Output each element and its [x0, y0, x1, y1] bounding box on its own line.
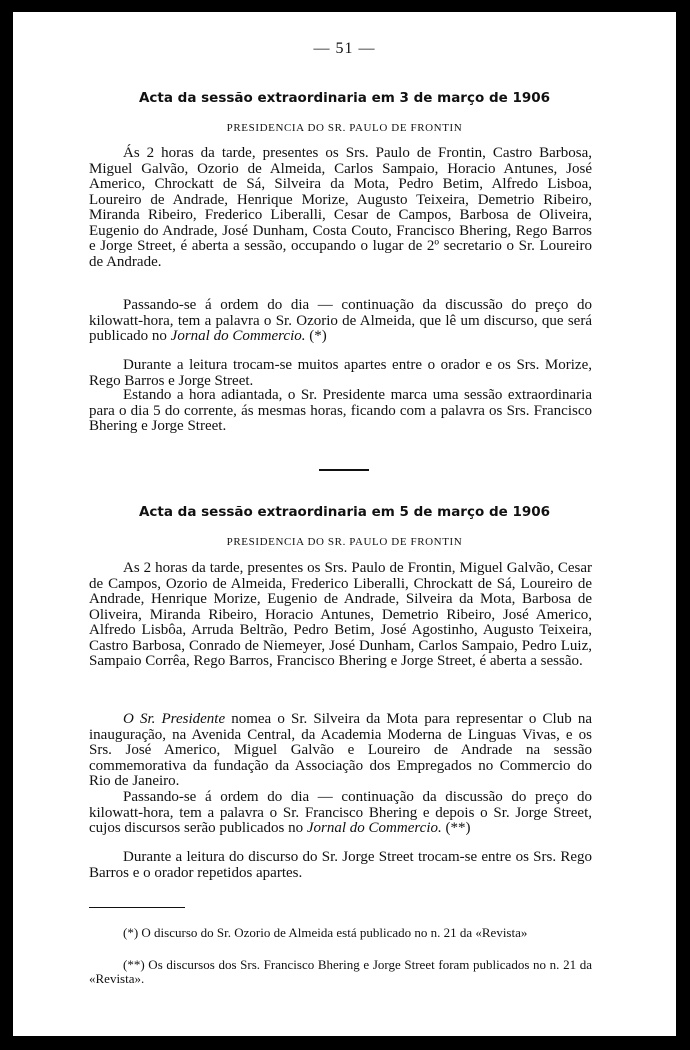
paragraph-apartes-2: Durante a leitura do discurso do Sr. Jorge Street trocam-se entre os Srs. Rego Barros e o orador repetidos apartes. [89, 849, 592, 881]
paragraph-apartes-1: Durante a leitura trocam-se muitos apartes entre o orador e os Srs. Morize, Rego Barros e Jorge Street. [89, 357, 592, 389]
paragraph-attendance-2: As 2 horas da tarde, presentes os Srs. Paulo de Frontin, Miguel Galvão, Cesar de Campos, Ozorio de Almeida, Frederico Liberalli, Chrockatt de Sá, Loureiro de Andrade, Henrique Morize, Eugenio de Andrade, Silveira da Mota, Barbosa de Oliveira, Miranda Ribeiro, Horacio Antunes, Demetrio Ribeiro, José Americo, Alfredo Lisbôa, Arruda Beltrão, Pedro Betim, José Agostinho, Augusto Teixeira, Castro Barbosa, Conrado de Niemeyer, José Dunham, Carlos Sampaio, Pedro Luiz, Sampaio Corrêa, Rego Barros, Francisco Bhering e Jorge Street, é aberta a sessão. [89, 560, 592, 669]
newspaper-name: Jornal do Commercio. [306, 820, 442, 836]
text-span: Passando-se á ordem do dia — continuação da discussão do preço do kilowatt-hora, tem a palavra o Sr. Ozorio de Almeida, que lê um discurso, que será publicado no [89, 297, 592, 344]
paragraph-order-of-day-2 [89, 790, 592, 837]
paragraph-order-of-day-1 [89, 298, 592, 345]
presidency-2: PRESIDENCIA DO SR. PAULO DE FRONTIN [226, 536, 463, 548]
presidency-1: PRESIDENCIA DO SR. PAULO DE FRONTIN [226, 122, 463, 134]
footnote-ref: (*) [305, 328, 327, 344]
footnote-ref: (**) [441, 820, 471, 836]
text-span: nomea o Sr. Silveira da Mota para representar o Club na inauguração, na Avenida Central, da Academia Moderna de Linguas Vivas, e os Srs. José Americo, Miguel Galvão e Loureiro de Andrade na sessão commemorativa da fundação da Associação dos Empregados no Commercio do Rio de Janeiro. [89, 711, 592, 789]
section-divider [319, 469, 369, 471]
page-number: — 51 — [313, 40, 376, 57]
footnote-rule [89, 907, 185, 908]
section-title-1: Acta da sessão extraordinaria em 3 de março de 1906 [138, 90, 551, 106]
text-span: Passando-se á ordem do dia — continuação da discussão do preço do kilowatt-hora, tem a palavra o Sr. Francisco Bhering e depois o Sr. Jorge Street, cujos discursos serão publicados no [89, 789, 592, 836]
footnote-1: (*) O discurso do Sr. Ozorio de Almeida está publicado no n. 21 da «Revista» [123, 925, 528, 940]
paragraph-attendance-1: Ás 2 horas da tarde, presentes os Srs. Paulo de Frontin, Castro Barbosa, Miguel Galvão, Ozorio de Almeida, Carlos Sampaio, Horacio Antunes, José Americo, Chrockatt de Sá, Silveira da Mota, Pedro Betim, Alfredo Lisboa, Loureiro de Andrade, Henrique Morize, Augusto Teixeira, Demetrio Ribeiro, Miranda Ribeiro, Frederico Liberalli, Cesar de Campos, Barbosa de Oliveira, Eugenio do Andrade, José Dunham, Costa Couto, Francisco Bhering, Rego Barros e Jorge Street, é aberta a sessão, occupando o lugar de 2º secretario o Sr. Loureiro de Andrade. [89, 145, 592, 270]
president-label: O Sr. Presidente [123, 711, 226, 727]
newspaper-name: Jornal do Commercio. [170, 328, 306, 344]
paragraph-adjourn-1: Estando a hora adiantada, o Sr. Presidente marca uma sessão extraordinaria para o dia 5 do corrente, ás mesmas horas, ficando com a palavra os Srs. Francisco Bhering e Jorge Street. [89, 387, 592, 434]
section-title-2: Acta da sessão extraordinaria em 5 de março de 1906 [138, 504, 551, 520]
footnote-2: (**) Os discursos dos Srs. Francisco Bhering e Jorge Street foram publicados no n. 21 da «Revista». [89, 957, 592, 986]
document-page [13, 12, 676, 1036]
paragraph-president-2 [89, 712, 592, 790]
